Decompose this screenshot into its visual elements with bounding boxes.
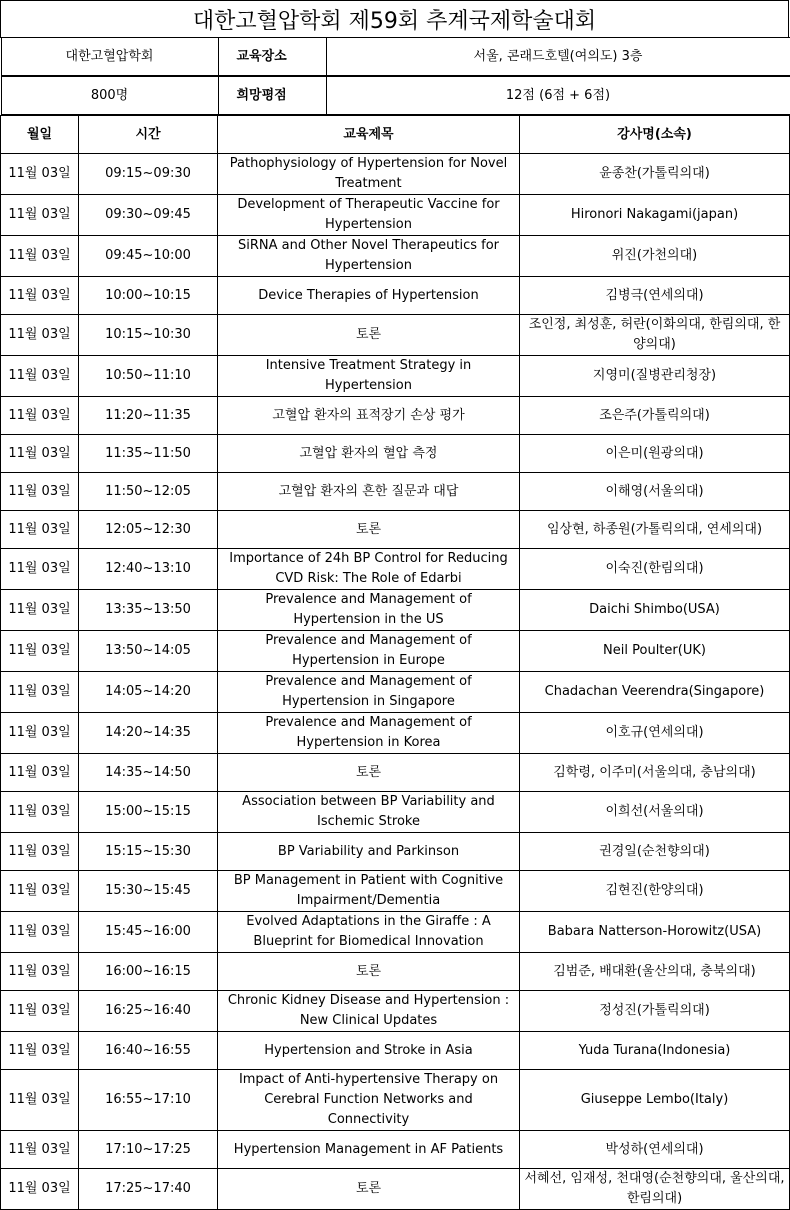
row-time: 10:00~10:15 xyxy=(79,277,218,315)
row-time: 10:50~11:10 xyxy=(79,356,218,397)
row-speaker: 이은미(원광의대) xyxy=(520,435,790,473)
row-speaker: 김범준, 배대환(울산의대, 충북의대) xyxy=(520,953,790,991)
row-date: 11월 03일 xyxy=(1,549,79,590)
row-time: 11:35~11:50 xyxy=(79,435,218,473)
row-topic: 토론 xyxy=(218,953,520,991)
row-speaker: Giuseppe Lembo(Italy) xyxy=(520,1070,790,1131)
table-row xyxy=(1,792,790,833)
row-time: 17:10~17:25 xyxy=(79,1131,218,1169)
row-topic: Prevalence and Management of Hypertension in the US xyxy=(218,590,520,631)
row-time: 12:40~13:10 xyxy=(79,549,218,590)
row-time: 09:15~09:30 xyxy=(79,154,218,195)
row-topic: BP Management in Patient with Cognitive Impairment/Dementia xyxy=(218,871,520,912)
row-topic: Association between BP Variability and Ischemic Stroke xyxy=(218,792,520,833)
row-topic: Hypertension and Stroke in Asia xyxy=(218,1032,520,1070)
row-time: 16:55~17:10 xyxy=(79,1070,218,1131)
table-row xyxy=(1,277,790,315)
row-topic: Prevalence and Management of Hypertension in Singapore xyxy=(218,672,520,713)
table-row xyxy=(1,672,790,713)
row-topic: Prevalence and Management of Hypertension in Korea xyxy=(218,713,520,754)
header-topic: 교육제목 xyxy=(218,116,520,154)
table-row xyxy=(1,631,790,672)
row-speaker: Yuda Turana(Indonesia) xyxy=(520,1032,790,1070)
row-date: 11월 03일 xyxy=(1,590,79,631)
table-row xyxy=(1,154,790,195)
row-date: 11월 03일 xyxy=(1,473,79,511)
row-speaker: Daichi Shimbo(USA) xyxy=(520,590,790,631)
row-topic: 토론 xyxy=(218,1169,520,1210)
row-time: 15:00~15:15 xyxy=(79,792,218,833)
row-time: 09:30~09:45 xyxy=(79,195,218,236)
table-row xyxy=(1,713,790,754)
table-row xyxy=(1,754,790,792)
info-row-points-left-cell: 800명 xyxy=(1,77,218,115)
table-row xyxy=(1,833,790,871)
row-speaker: Neil Poulter(UK) xyxy=(520,631,790,672)
row-date: 11월 03일 xyxy=(1,435,79,473)
row-topic: 고혈압 환자의 표적장기 손상 평가 xyxy=(218,397,520,435)
row-time: 13:35~13:50 xyxy=(79,590,218,631)
page-title: 대한고혈압학회 제59회 추계국제학술대회 xyxy=(0,0,789,38)
info-row-points-cells xyxy=(1,77,790,115)
row-date: 11월 03일 xyxy=(1,754,79,792)
table-row xyxy=(1,1070,790,1131)
row-time: 15:30~15:45 xyxy=(79,871,218,912)
row-topic: 고혈압 환자의 혈압 측정 xyxy=(218,435,520,473)
header-time: 시간 xyxy=(79,116,218,154)
row-speaker: 위진(가천의대) xyxy=(520,236,790,277)
row-topic: SiRNA and Other Novel Therapeutics for Hypertension xyxy=(218,236,520,277)
row-speaker: Babara Natterson-Horowitz(USA) xyxy=(520,912,790,953)
row-speaker: 정성진(가톨릭의대) xyxy=(520,991,790,1032)
table-row xyxy=(1,991,790,1032)
row-date: 11월 03일 xyxy=(1,912,79,953)
row-speaker: 조인정, 최성훈, 허란(이화의대, 한림의대, 한양의대) xyxy=(520,315,790,356)
row-speaker: 서혜선, 임재성, 천대영(순천향의대, 울산의대, 한림의대) xyxy=(520,1169,790,1210)
row-topic: Hypertension Management in AF Patients xyxy=(218,1131,520,1169)
info-row-venue-value-cell: 서울, 콘래드호텔(여의도) 3층 xyxy=(326,38,790,76)
row-speaker: 지영미(질병관리청장) xyxy=(520,356,790,397)
row-speaker: 박성하(연세의대) xyxy=(520,1131,790,1169)
info-row-venue-label-cell: 교육장소 xyxy=(218,38,326,76)
row-topic: 토론 xyxy=(218,511,520,549)
table-row xyxy=(1,511,790,549)
info-row-venue-cells xyxy=(1,38,790,76)
row-topic: Development of Therapeutic Vaccine for Hypertension xyxy=(218,195,520,236)
table-row xyxy=(1,549,790,590)
row-speaker: 임상현, 하종원(가톨릭의대, 연세의대) xyxy=(520,511,790,549)
row-topic: Evolved Adaptations in the Giraffe : A Blueprint for Biomedical Innovation xyxy=(218,912,520,953)
row-speaker: 조은주(가톨릭의대) xyxy=(520,397,790,435)
schedule-table xyxy=(0,37,790,1210)
table-row xyxy=(1,195,790,236)
row-time: 16:40~16:55 xyxy=(79,1032,218,1070)
header-speaker: 강사명(소속) xyxy=(520,116,790,154)
table-row xyxy=(1,912,790,953)
row-speaker: Hironori Nakagami(japan) xyxy=(520,195,790,236)
row-topic: Importance of 24h BP Control for Reducing CVD Risk: The Role of Edarbi xyxy=(218,549,520,590)
row-time: 15:45~16:00 xyxy=(79,912,218,953)
row-speaker: 김학령, 이주미(서울의대, 충남의대) xyxy=(520,754,790,792)
row-date: 11월 03일 xyxy=(1,397,79,435)
row-time: 09:45~10:00 xyxy=(79,236,218,277)
row-date: 11월 03일 xyxy=(1,953,79,991)
row-date: 11월 03일 xyxy=(1,1169,79,1210)
row-date: 11월 03일 xyxy=(1,511,79,549)
info-row-points-container xyxy=(1,76,790,116)
table-row xyxy=(1,315,790,356)
row-date: 11월 03일 xyxy=(1,672,79,713)
table-row xyxy=(1,473,790,511)
row-speaker: 김병극(연세의대) xyxy=(520,277,790,315)
info-row-points-value-cell: 12점 (6점 + 6점) xyxy=(326,77,790,115)
table-row xyxy=(1,1169,790,1210)
info-row-points-label-cell: 희망평점 xyxy=(218,77,326,115)
row-topic: Prevalence and Management of Hypertension in Europe xyxy=(218,631,520,672)
row-date: 11월 03일 xyxy=(1,1070,79,1131)
info-row-points-grid xyxy=(1,76,790,115)
row-date: 11월 03일 xyxy=(1,236,79,277)
row-time: 11:50~12:05 xyxy=(79,473,218,511)
table-row xyxy=(1,397,790,435)
table-row xyxy=(1,356,790,397)
table-row xyxy=(1,236,790,277)
row-speaker: Chadachan Veerendra(Singapore) xyxy=(520,672,790,713)
row-speaker: 이호규(연세의대) xyxy=(520,713,790,754)
row-topic: Impact of Anti-hypertensive Therapy on Cerebral Function Networks and Connectivity xyxy=(218,1070,520,1131)
row-time: 12:05~12:30 xyxy=(79,511,218,549)
table-row xyxy=(1,435,790,473)
row-time: 10:15~10:30 xyxy=(79,315,218,356)
row-speaker: 김현진(한양의대) xyxy=(520,871,790,912)
row-time: 16:00~16:15 xyxy=(79,953,218,991)
row-topic: BP Variability and Parkinson xyxy=(218,833,520,871)
row-time: 14:20~14:35 xyxy=(79,713,218,754)
row-speaker: 윤종찬(가톨릭의대) xyxy=(520,154,790,195)
row-time: 14:35~14:50 xyxy=(79,754,218,792)
row-date: 11월 03일 xyxy=(1,195,79,236)
row-topic: Chronic Kidney Disease and Hypertension : New Clinical Updates xyxy=(218,991,520,1032)
table-row xyxy=(1,953,790,991)
row-date: 11월 03일 xyxy=(1,991,79,1032)
row-time: 13:50~14:05 xyxy=(79,631,218,672)
table-row xyxy=(1,1032,790,1070)
row-date: 11월 03일 xyxy=(1,713,79,754)
row-time: 17:25~17:40 xyxy=(79,1169,218,1210)
row-date: 11월 03일 xyxy=(1,315,79,356)
row-date: 11월 03일 xyxy=(1,277,79,315)
row-date: 11월 03일 xyxy=(1,154,79,195)
row-time: 14:05~14:20 xyxy=(79,672,218,713)
row-date: 11월 03일 xyxy=(1,1032,79,1070)
row-date: 11월 03일 xyxy=(1,356,79,397)
row-topic: 토론 xyxy=(218,754,520,792)
row-topic: Device Therapies of Hypertension xyxy=(218,277,520,315)
row-topic: Intensive Treatment Strategy in Hypertension xyxy=(218,356,520,397)
header-date: 월일 xyxy=(1,116,79,154)
row-date: 11월 03일 xyxy=(1,833,79,871)
row-time: 15:15~15:30 xyxy=(79,833,218,871)
row-topic: Pathophysiology of Hypertension for Novel Treatment xyxy=(218,154,520,195)
info-row-venue-grid xyxy=(1,37,790,76)
row-time: 11:20~11:35 xyxy=(79,397,218,435)
info-row-venue-left-cell: 대한고혈압학회 xyxy=(1,38,218,76)
table-header-row xyxy=(1,116,790,154)
row-date: 11월 03일 xyxy=(1,871,79,912)
table-row xyxy=(1,871,790,912)
row-topic: 토론 xyxy=(218,315,520,356)
row-speaker: 이희선(서울의대) xyxy=(520,792,790,833)
info-row-points xyxy=(1,76,790,116)
row-speaker: 권경일(순천향의대) xyxy=(520,833,790,871)
row-date: 11월 03일 xyxy=(1,631,79,672)
row-date: 11월 03일 xyxy=(1,1131,79,1169)
table-row xyxy=(1,1131,790,1169)
schedule-table-body xyxy=(1,37,790,1210)
row-date: 11월 03일 xyxy=(1,792,79,833)
row-speaker: 이숙진(한림의대) xyxy=(520,549,790,590)
info-row-venue-container xyxy=(1,37,790,76)
table-row xyxy=(1,590,790,631)
row-topic: 고혈압 환자의 흔한 질문과 대답 xyxy=(218,473,520,511)
row-speaker: 이해영(서울의대) xyxy=(520,473,790,511)
row-time: 16:25~16:40 xyxy=(79,991,218,1032)
info-row-venue xyxy=(1,37,790,76)
